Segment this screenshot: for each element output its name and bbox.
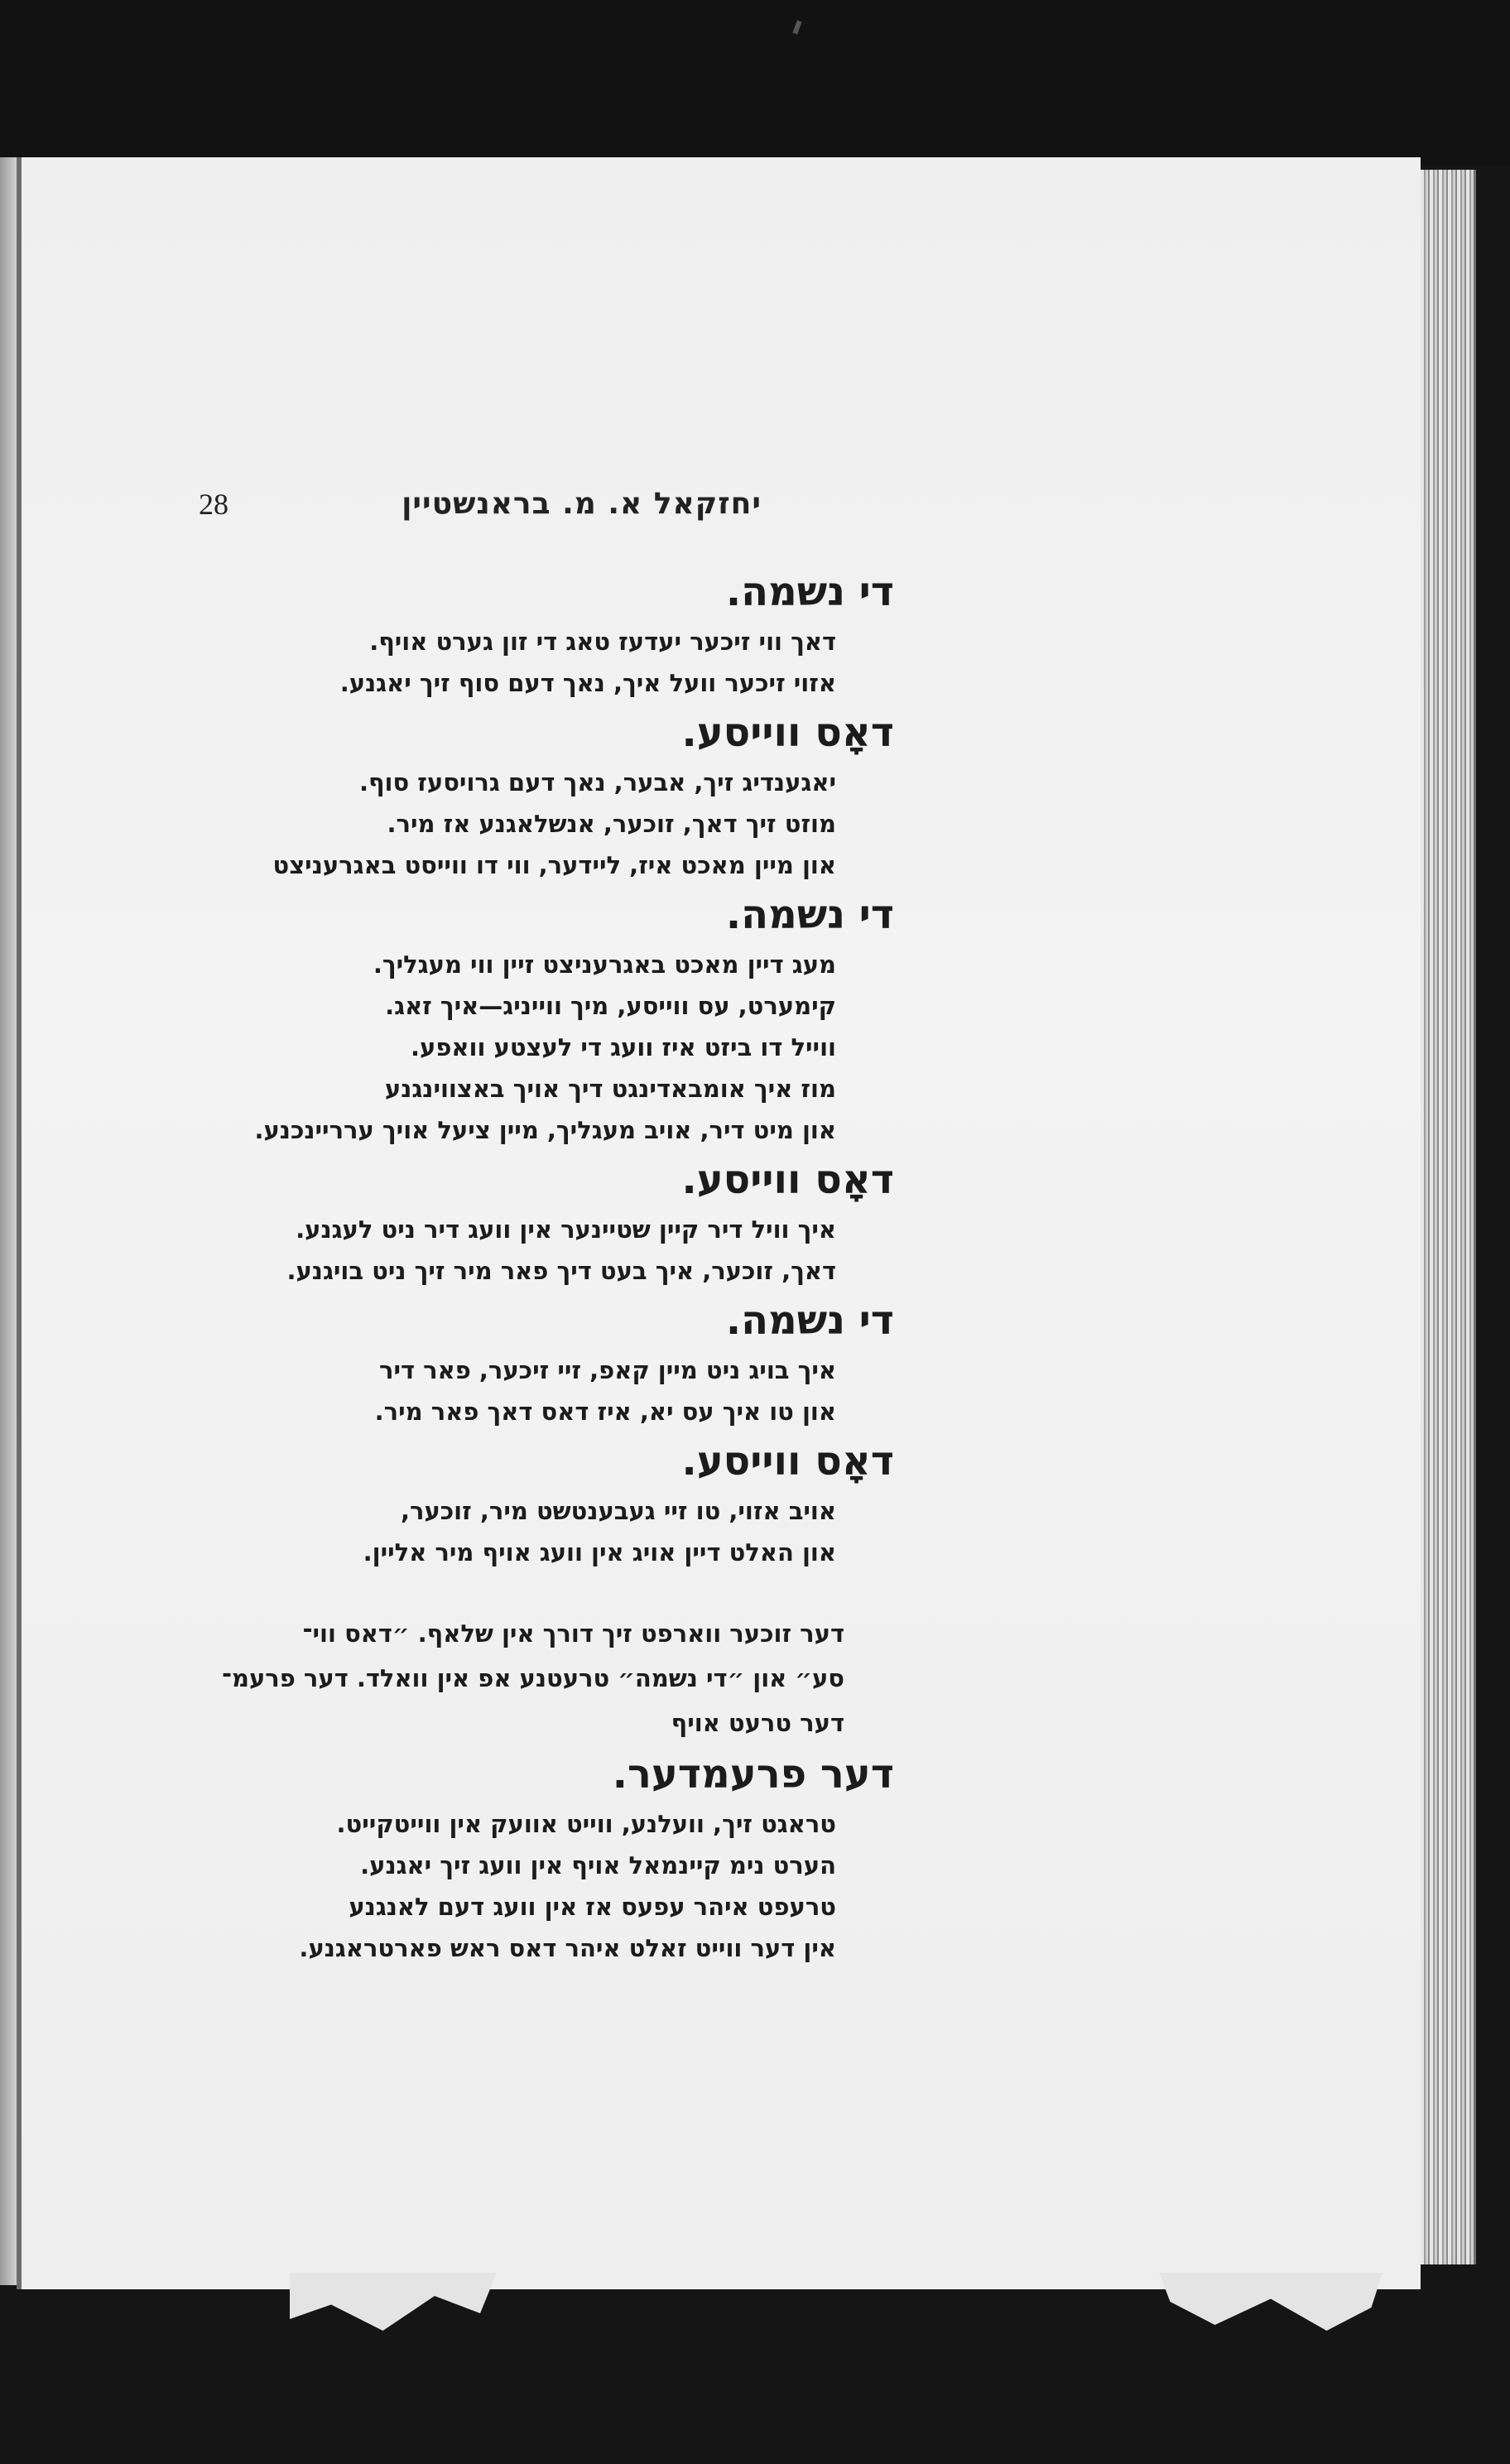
torn-paper-left xyxy=(290,2273,497,2331)
verse-line: און מיין מאכט איז, ליידער, ווי דו ווייסט באגרעניצט xyxy=(272,851,836,879)
verse-line: און האלט דיין אויג אין וועג אויף מיר אליין. xyxy=(363,1538,836,1566)
running-head xyxy=(199,487,1010,528)
page-number: 28 xyxy=(199,488,228,521)
verse-line: קימערט, עס ווייסע, מיך ווייניג—איך זאג. xyxy=(385,992,836,1020)
verse-line: טראגט זיך, וועלנע, ווייט אוועק אין ווייטקייט. xyxy=(336,1810,836,1838)
stage-direction xyxy=(199,1611,894,1745)
verse-line: מוז איך אומבאדינגט דיך אויך באצווינגנע xyxy=(384,1075,836,1103)
verse-line: איך בויג ניט מיין קאפ, זיי זיכער, פאר דיר xyxy=(378,1356,836,1384)
verse-line: אזוי זיכער וועל איך, נאך דעם סוף זיך יאגנע. xyxy=(339,669,836,697)
section-gap xyxy=(199,1573,894,1611)
dialogue-block xyxy=(199,704,894,886)
verse-line: טרעפט איהר עפעס אז אין וועג דעם לאנגנע xyxy=(349,1893,836,1921)
verse-line: אין דער ווייט זאלט איהר דאס ראש פארטראגנע. xyxy=(299,1934,836,1962)
dialogue-block xyxy=(199,1745,894,1969)
verse-line: איך וויל דיר קיין שטיינער אין וועג דיר ניט לעגנע. xyxy=(296,1215,836,1244)
scan-backdrop xyxy=(0,0,1510,166)
binding-edge xyxy=(0,157,18,2285)
dialogue-block xyxy=(199,563,894,704)
verse-line: הערט נימ קיינמאל אויף אין וועג זיך יאגנע. xyxy=(360,1851,836,1879)
verse-line: ווייל דו ביזט איז וועג די לעצטע וואפע. xyxy=(411,1033,836,1061)
dialogue-block xyxy=(199,1432,894,1573)
speaker-heading: די נשמה. xyxy=(725,892,894,938)
speaker-heading: דאָס ווייסע. xyxy=(681,710,894,756)
speaker-heading: די נשמה. xyxy=(725,1297,894,1344)
speaker-heading: די נשמה. xyxy=(725,569,894,615)
running-title: יחזקאל א. מ. בראנשטיין xyxy=(402,487,762,521)
dialogue-block xyxy=(199,886,894,1151)
verse-line: יאגענדיג זיך, אבער, נאך דעם גרויסעז סוף. xyxy=(358,768,836,796)
stage-direction-line: דער זוכער ווארפט זיך דורך אין שלאף. ״דאס ווי־ xyxy=(302,1619,844,1648)
speaker-heading: דאָס ווייסע. xyxy=(681,1438,894,1485)
verse-line: און טו איך עס יא, איז דאס דאך פאר מיר. xyxy=(374,1398,836,1426)
verse-line: דאך, זוכער, איך בעט דיך פאר מיר זיך ניט בויגנע. xyxy=(286,1257,836,1285)
speaker-heading: דאָס ווייסע. xyxy=(681,1157,894,1203)
dialogue-block xyxy=(199,1151,894,1292)
stage-direction-line: דער טרעט אויף xyxy=(671,1709,844,1737)
speaker-heading: דער פרעמדער. xyxy=(612,1751,894,1797)
dialogue-block xyxy=(199,1292,894,1432)
verse-line: און מיט דיר, אויב מעגליך, מיין ציעל אויך ערריינכנע. xyxy=(254,1116,836,1144)
verse-line: דאך ווי זיכער יעדעז טאג די זון גערט אויף. xyxy=(369,628,836,656)
verse-line: מוזט זיך דאך, זוכער, אנשלאגנע אז מיר. xyxy=(387,810,836,838)
stage-direction-line: סע״ און ״די נשמה״ טרעטנע אפ אין וואלד. דער פרעמ־ xyxy=(221,1664,844,1692)
verse-line: אויב אזוי, טו זיי געבענטשט מיר, זוכער, xyxy=(400,1497,836,1525)
poem-text xyxy=(199,563,894,1969)
torn-paper-right xyxy=(1159,2273,1383,2331)
verse-line: מעג דיין מאכט באגרעניצט זיין ווי מעגליך. xyxy=(373,950,836,979)
